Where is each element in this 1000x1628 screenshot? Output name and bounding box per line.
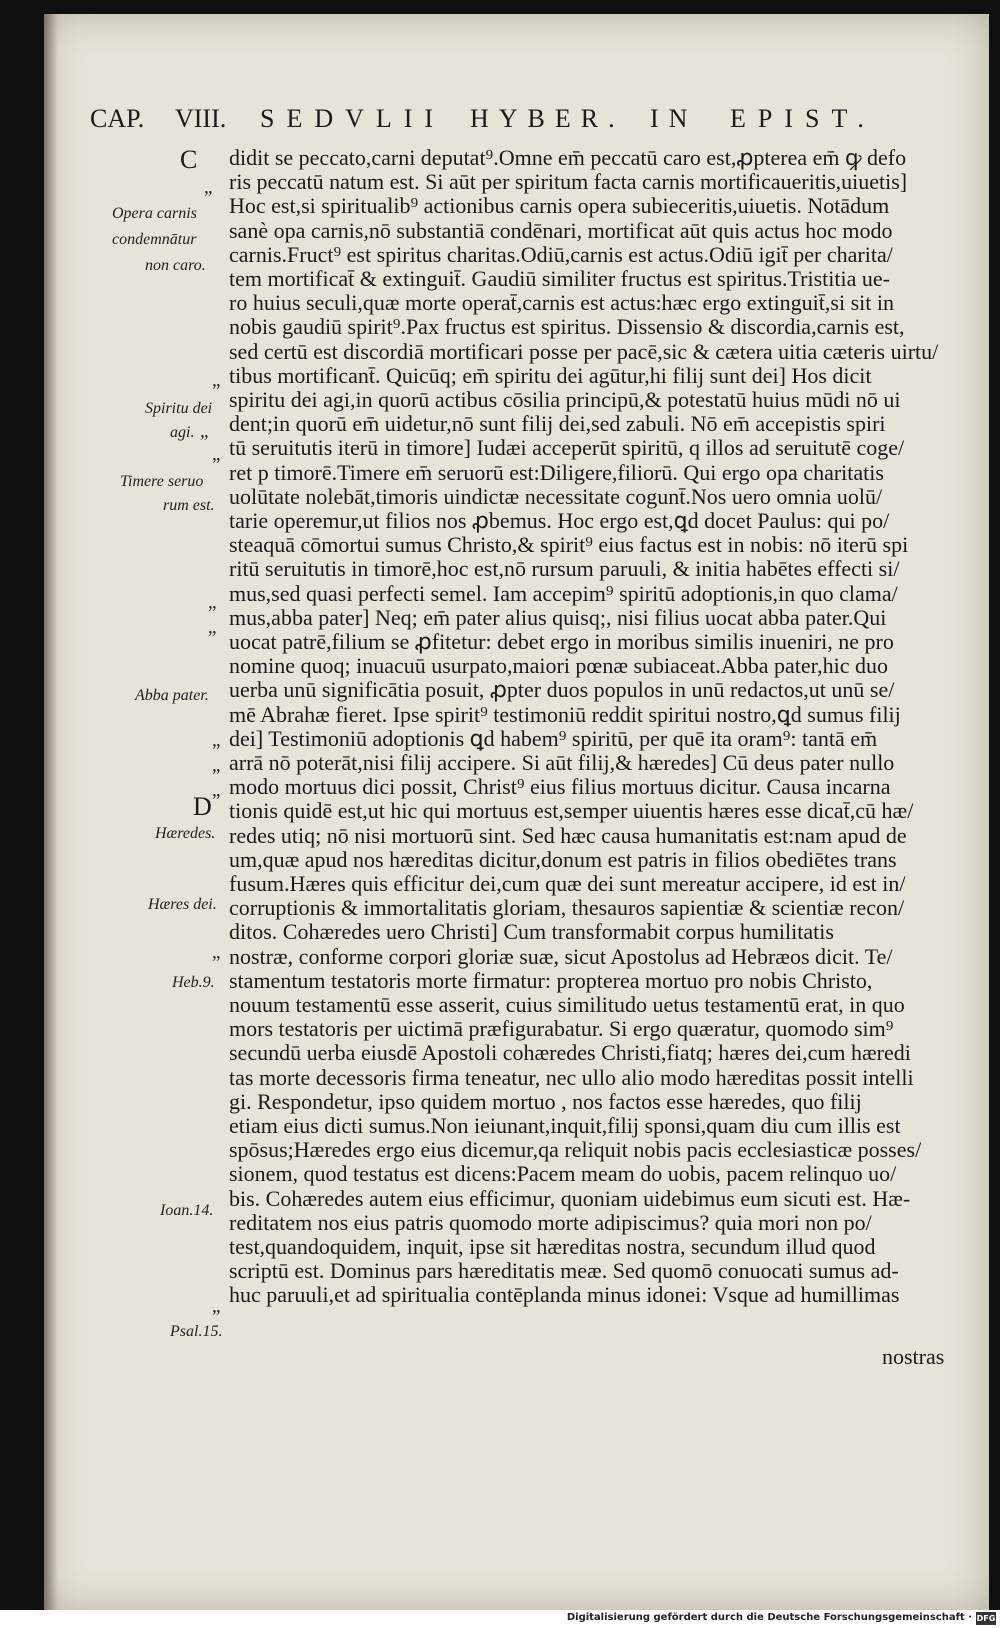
margin-note-agi: agi. bbox=[170, 424, 195, 441]
quote-mark: „ bbox=[212, 755, 221, 776]
footer-credit: Digitalisierung gefördert durch die Deutsche Forschungsgemeinschaft · bbox=[566, 1612, 972, 1623]
text-line: steaquā cōmortui sumus Christo,& spirit⁹ eius factus est in nobis: nō iterū spi bbox=[229, 532, 909, 557]
text-line: stamentum testatoris morte firmatur: propterea mortuo pro nobis Christo, bbox=[229, 968, 873, 993]
text-line: modo mortuus dici possit, Christ⁹ eius filius mortuus dicitur. Causa incarna bbox=[229, 774, 891, 799]
margin-note-opera-carnis: Opera carnis bbox=[112, 205, 197, 222]
margin-note-condemnatur: condemnātur bbox=[112, 231, 197, 248]
text-line: mus,abba pater] Neq; em̄ pater alius quisq;, nisi filius uocat abba pater.Qui bbox=[229, 605, 887, 630]
header-chapter: VIII. bbox=[175, 104, 227, 133]
margin-note-abba-pater: Abba pater. bbox=[135, 687, 209, 704]
footer-bar bbox=[0, 1610, 1000, 1628]
text-line: reditatem nos eius patris quomodo morte adipiscimus? quia mori non po/ bbox=[229, 1210, 872, 1235]
text-line: tas morte decessoris firma teneatur, nec ullo alio modo hæreditas possit intelli bbox=[229, 1065, 914, 1090]
header-cap: CAP. bbox=[90, 104, 145, 133]
text-line: redes utiq; nō nisi mortuorū sint. Sed hæc causa humanitatis est:nam apud de bbox=[229, 823, 907, 848]
text-line: test,quandoquidem, inquit, ipse sit hæreditas nostra, secundum illud quod bbox=[229, 1234, 876, 1259]
text-line: ritū seruitutis in timorē,hoc est,nō rursum paruuli, & initia habētes effecti si/ bbox=[229, 556, 900, 581]
quote-mark: „ bbox=[212, 1296, 221, 1317]
section-letter-d: D bbox=[193, 792, 212, 821]
quote-mark: „ bbox=[208, 617, 217, 638]
margin-note-haeredes: Hæredes. bbox=[155, 825, 216, 842]
quote-mark: „ bbox=[212, 942, 221, 963]
text-line: scriptū est. Dominus pars hæreditatis meæ. Sed quomō conuocati sumus ad- bbox=[229, 1258, 899, 1283]
margin-note-heb: Heb.9. bbox=[172, 974, 215, 991]
text-line: dei] Testimoniū adoptionis ꝗd habem⁹ spiritū, per quē ita oram⁹: tantā em̄ bbox=[229, 726, 878, 751]
text-line: tem mortificat̄ & extinguit̄. Gaudiū similiter fructus est spiritus.Tristitia ue- bbox=[229, 266, 890, 291]
margin-note-spiritu-dei: Spiritu dei bbox=[145, 400, 213, 417]
text-line: fusum.Hæres quis efficitur dei,cum quæ dei sunt mereatur accipere, id est in/ bbox=[229, 871, 906, 896]
margin-note-haeres-dei: Hæres dei. bbox=[148, 896, 217, 913]
catchword: nostras bbox=[882, 1344, 945, 1369]
text-line: tū seruitutis iterū in timore] Iudæi acceperūt spiritū, q illos ad seruitutē coge/ bbox=[229, 435, 905, 460]
text-line: carnis.Fruct⁹ est spiritus charitas.Odiū,carnis est actus.Odiū igit̄ per charita/ bbox=[229, 242, 893, 267]
text-line: uocat patrē,filium se ꝓfitetur: debet ergo in moribus similis inueniri, ne pro bbox=[229, 629, 894, 654]
text-line: mus,sed quasi perfecti semel. Iam accepim⁹ spiritū adoptionis,in quo clama/ bbox=[229, 581, 898, 606]
margin-note-rum-est: rum est. bbox=[163, 497, 215, 514]
text-line: nouum testamentū esse asserit, cuius similitudo uetus testamentū erat, in quo bbox=[229, 992, 905, 1017]
quote-mark: „ bbox=[212, 370, 221, 391]
text-line: mors testatoris per uictimā præfigurabatur. Si ergo quæratur, quomodo sim⁹ bbox=[229, 1016, 894, 1041]
margin-note-ioan: Ioan.14. bbox=[160, 1202, 214, 1219]
header-hyber: HYBER. bbox=[470, 104, 625, 133]
text-line: dent;in quorū em̄ uidetur,nō sunt filij dei,sed zabuli. Nō em̄ accepistis spiri bbox=[229, 411, 886, 436]
text-line: tibus mortificant̄. Quicūq; em̄ spiritu dei agūtur,hi filij sunt dei] Hos dicit bbox=[229, 363, 872, 388]
text-line: uolūtate nolebāt,timoris uindictæ necessitate cogunt̄.Nos uero omnia uolū/ bbox=[229, 484, 883, 509]
text-line: nobis gaudiū spirit⁹.Pax fructus est spiritus. Dissensio & discordia,carnis est, bbox=[229, 314, 905, 339]
section-letter-c: C bbox=[180, 145, 198, 174]
text-line: arrā nō poterāt,nisi filij accipere. Si aūt filij,& hæredes] Cū deus pater nullo bbox=[229, 750, 895, 775]
text-line: sionem, quod testatus est dicens:Pacem meam do uobis, pacem relinquo uo/ bbox=[229, 1161, 897, 1186]
text-line: tarie operemur,ut filios nos ꝓbemus. Hoc ergo est,ꝗd docet Paulus: qui po/ bbox=[229, 508, 890, 533]
text-line: secundū uerba eiusdē Apostoli cohæredes Christi,fiatq; hæres dei,cum hæredi bbox=[229, 1040, 911, 1065]
quote-mark: „ bbox=[212, 730, 221, 751]
text-line: etiam eius dicti sumus.Non ieiunant,inquit,filij sponsi,quam diu cum illis est bbox=[229, 1113, 901, 1138]
text-line: tionis quidē est,ut hic qui mortuus est,semper uiuentis hæres esse dicat̄,cū hæ/ bbox=[229, 798, 914, 823]
text-line: ditos. Cohæredes uero Christi] Cum transformabit corpus humilitatis bbox=[229, 919, 834, 944]
quote-mark: „ bbox=[204, 177, 213, 198]
text-line: nomine quoq; inuacuū usurpato,maiori pœnæ subiaceat.Abba pater,hic duo bbox=[229, 653, 888, 678]
quote-mark: „ bbox=[200, 421, 209, 442]
text-line: Hoc est,si spiritualib⁹ actionibus carnis opera subieceritis,uiuetis. Notādum bbox=[229, 193, 890, 218]
text-line: corruptionis & immortalitatis gloriam, thesauros sapientiæ & scientiæ recon/ bbox=[229, 895, 905, 920]
text-line: nostræ, conforme corpori gloriæ suæ, sicut Apostolus ad Hebræos dicit. Te/ bbox=[229, 944, 893, 969]
text-line: ris peccatū natum est. Si aūt per spiritum facta carnis mortificaueritis,uiuetis] bbox=[229, 169, 908, 194]
quote-mark: „ bbox=[212, 444, 221, 465]
text-line: didit se peccato,carni deputat⁹.Omne em̄ peccatū caro est,ꝓpterea em̄ ꝙ defo bbox=[229, 145, 907, 170]
quote-mark: „ bbox=[208, 592, 217, 613]
quote-mark: „ bbox=[212, 780, 221, 801]
text-line: spōsus;Hæredes ergo eius dicemur,qa reliquit nobis pacis ecclesiasticæ posses/ bbox=[229, 1137, 922, 1162]
text-line: ret p timorē.Timere em̄ seruorū est:Diligere,filiorū. Qui ergo opa charitatis bbox=[229, 460, 884, 485]
text-line: mē Abrahæ fieret. Ipse spirit⁹ testimoniū reddit spiritui nostro,ꝗd sumus filij bbox=[229, 702, 901, 727]
header-author: SEDVLII bbox=[260, 104, 446, 133]
header-in: IN bbox=[650, 104, 698, 133]
margin-note-timere-seruo: Timere seruo bbox=[120, 473, 204, 490]
running-header bbox=[90, 104, 950, 140]
margin-note-non-caro: non caro. bbox=[145, 257, 206, 274]
text-line: um,quæ apud nos hæreditas dicitur,donum est patris in filios obediētes trans bbox=[229, 847, 897, 872]
margin-note-psal: Psal.15. bbox=[170, 1323, 223, 1340]
text-line: bis. Cohæredes autem eius efficimur, quoniam uidebimus eum sicuti est. Hæ- bbox=[229, 1186, 911, 1211]
text-line: gi. Respondetur, ipso quidem mortuo , nos factos esse hæredes, quo filij bbox=[229, 1089, 862, 1114]
text-line: huc paruuli,et ad spiritualia contēplanda minus idonei: Vsque ad humillimas bbox=[229, 1282, 900, 1307]
text-line: uerba unū significātia posuit, ꝓpter duos populos in unū redactos,ut unū se/ bbox=[229, 677, 895, 702]
header-epist: EPIST. bbox=[730, 104, 876, 133]
text-line: sed certū est discordiā mortificari posse per pacē,sic & cætera uitia cæteris uirtu/ bbox=[229, 339, 939, 364]
dfg-logo: DFG bbox=[976, 1614, 996, 1623]
text-line: ro huius seculi,quæ morte operat̄,carnis est actus:hæc ergo extinguit̄,si sit in bbox=[229, 290, 894, 315]
text-line: sanè opa carnis,nō substantiā condēnari, mortificat aūt quis actus hoc modo bbox=[229, 218, 893, 243]
text-line: spiritu dei agi,in quorū actibus cōsilia principū,& potestatū huius mūdi nō ui bbox=[229, 387, 901, 412]
